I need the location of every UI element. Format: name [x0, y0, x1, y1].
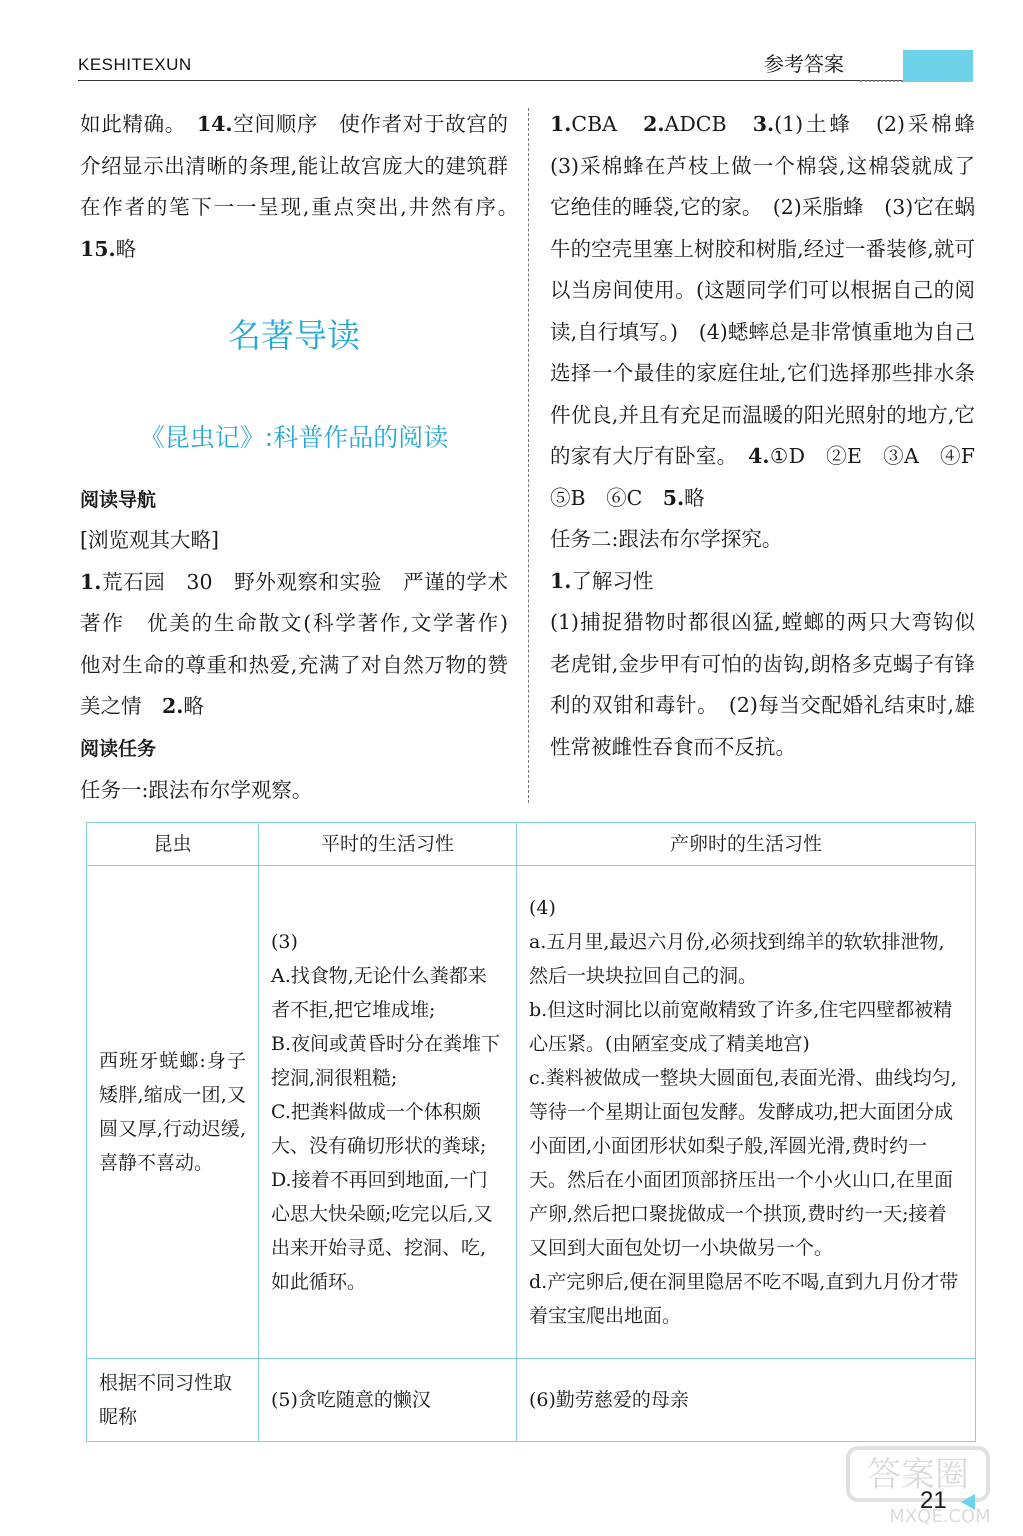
- section-label: 参考答案: [764, 52, 844, 76]
- brand-text: KESHITEXUN: [78, 55, 192, 74]
- arrow-left-icon: [955, 1490, 979, 1514]
- insect-cell: 西班牙蜣螂:身子矮胖,缩成一团,又圆又厚,行动迟缓,喜静不喜动。: [87, 866, 259, 1359]
- right-column: [550, 104, 996, 768]
- task2-body: (1)捕捉猎物时都很凶猛,螳螂的两只大弯钩似老虎钳,金步甲有可怕的齿钩,朗格多克蝎子有锋利的双钳和毒针。 (2)每当交配婚礼结束时,雄性常被雌性吞食而不反抗。: [550, 610, 975, 759]
- answer-table: [86, 822, 976, 1442]
- task1-label: 任务一:跟法布尔学观察。: [80, 777, 313, 802]
- main-title: 名著导读: [228, 316, 360, 355]
- answer-14-15: 如此精确。 14.空间顺序 使作者对于故宫的介绍显示出清晰的条理,能让故宫庞大的建筑群在作者的笔下一一呈现,重点突出,井然有序。 15.略: [80, 112, 509, 261]
- usual-habits-cell: (3) A.找食物,无论什么粪都来者不拒,把它堆成堆; B.夜间或黄昏时分在粪堆下挖洞,洞很粗糙; C.把粪料做成一个体积颇大、没有确切形状的粪球; D.接着不再回到地面,一门心思大快朵颐;吃完以后,又出来开始寻觅、挖洞、吃,如此循环。: [259, 866, 517, 1359]
- header-color-block: [903, 50, 973, 82]
- browse-label: [浏览观其大略]: [80, 528, 219, 552]
- watermark-logo: [840, 1440, 1000, 1530]
- table-row: [87, 866, 976, 1359]
- nickname-usual-cell: (5)贪吃随意的懒汉: [259, 1359, 517, 1442]
- reading-task-heading: 阅读任务: [80, 737, 157, 760]
- svg-text:MXQE.COM: MXQE.COM: [889, 1506, 991, 1527]
- header-rule: [78, 80, 903, 81]
- answers-1-5: 1.CBA 2.ADCB 3.(1)土蜂 (2)采棉蜂 (3)采棉蜂在芦枝上做一个棉袋,这棉袋就成了它绝佳的睡袋,它的家。 (2)采脂蜂 (3)它在蜗牛的空壳里塞上树胶和树脂,经过一番装修,就可以当房间使用。(这题同学们可以根据自己的阅读,自行填写。) (4)蟋蟀总是非常慎重地为自己选择一个最佳的家庭住址,它们选择那些排水条件优良,并且有充足而温暖的阳光照射的地方,它的家有大厅有卧室。 4.①D ②E ③A ④F ⑤B ⑥C 5.略: [550, 112, 996, 510]
- nickname-laying-cell: (6)勤劳慈爱的母亲: [517, 1359, 976, 1442]
- left-column: [80, 104, 508, 270]
- reading-guide-heading: 阅读导航: [80, 489, 157, 511]
- sub-title: 《昆虫记》:科普作品的阅读: [139, 423, 449, 452]
- page-number: 21: [920, 1487, 947, 1514]
- table-header: 平时的生活习性: [259, 823, 517, 866]
- table-header-row: [87, 823, 976, 866]
- task2-heading: 1.了解习性: [550, 568, 654, 593]
- svg-text:答案圈: 答案圈: [867, 1455, 969, 1495]
- table-header: 昆虫: [87, 823, 259, 866]
- table-header: 产卵时的生活习性: [517, 823, 976, 866]
- laying-habits-cell: (4) a.五月里,最迟六月份,必须找到绵羊的软软排泄物,然后一块块拉回自己的洞。 b.但这时洞比以前宽敞精致了许多,住宅四壁都被精心压紧。(由陋室变成了精美地宫) c.粪料被做成一整块大圆面包,表面光滑、曲线均匀,等待一个星期让面包发酵。发酵成功,把大面团分成小面团,小面团形状如梨子般,浑圆光滑,费时约一天。然后在小面团顶部挤压出一个小火山口,在里面产卵,然后把口聚拢做成一个拱顶,费时约一天;接着又回到大面包处切一小块做另一个。 d.产完卵后,便在洞里隐居不吃不喝,直到九月份才带着宝宝爬出地面。: [517, 866, 976, 1359]
- header-dots: [860, 80, 903, 82]
- left-lower: [80, 480, 529, 811]
- guide-q1: 1.荒石园 30 野外观察和实验 严谨的学术著作 优美的生命散文(科学著作,文学著作) 他对生命的尊重和热爱,充满了对自然万物的赞美之情 2.略: [80, 569, 529, 718]
- task2-label: 任务二:跟法布尔学探究。: [550, 527, 783, 551]
- table-row: [87, 1359, 976, 1442]
- nickname-label-cell: 根据不同习性取昵称: [87, 1359, 259, 1442]
